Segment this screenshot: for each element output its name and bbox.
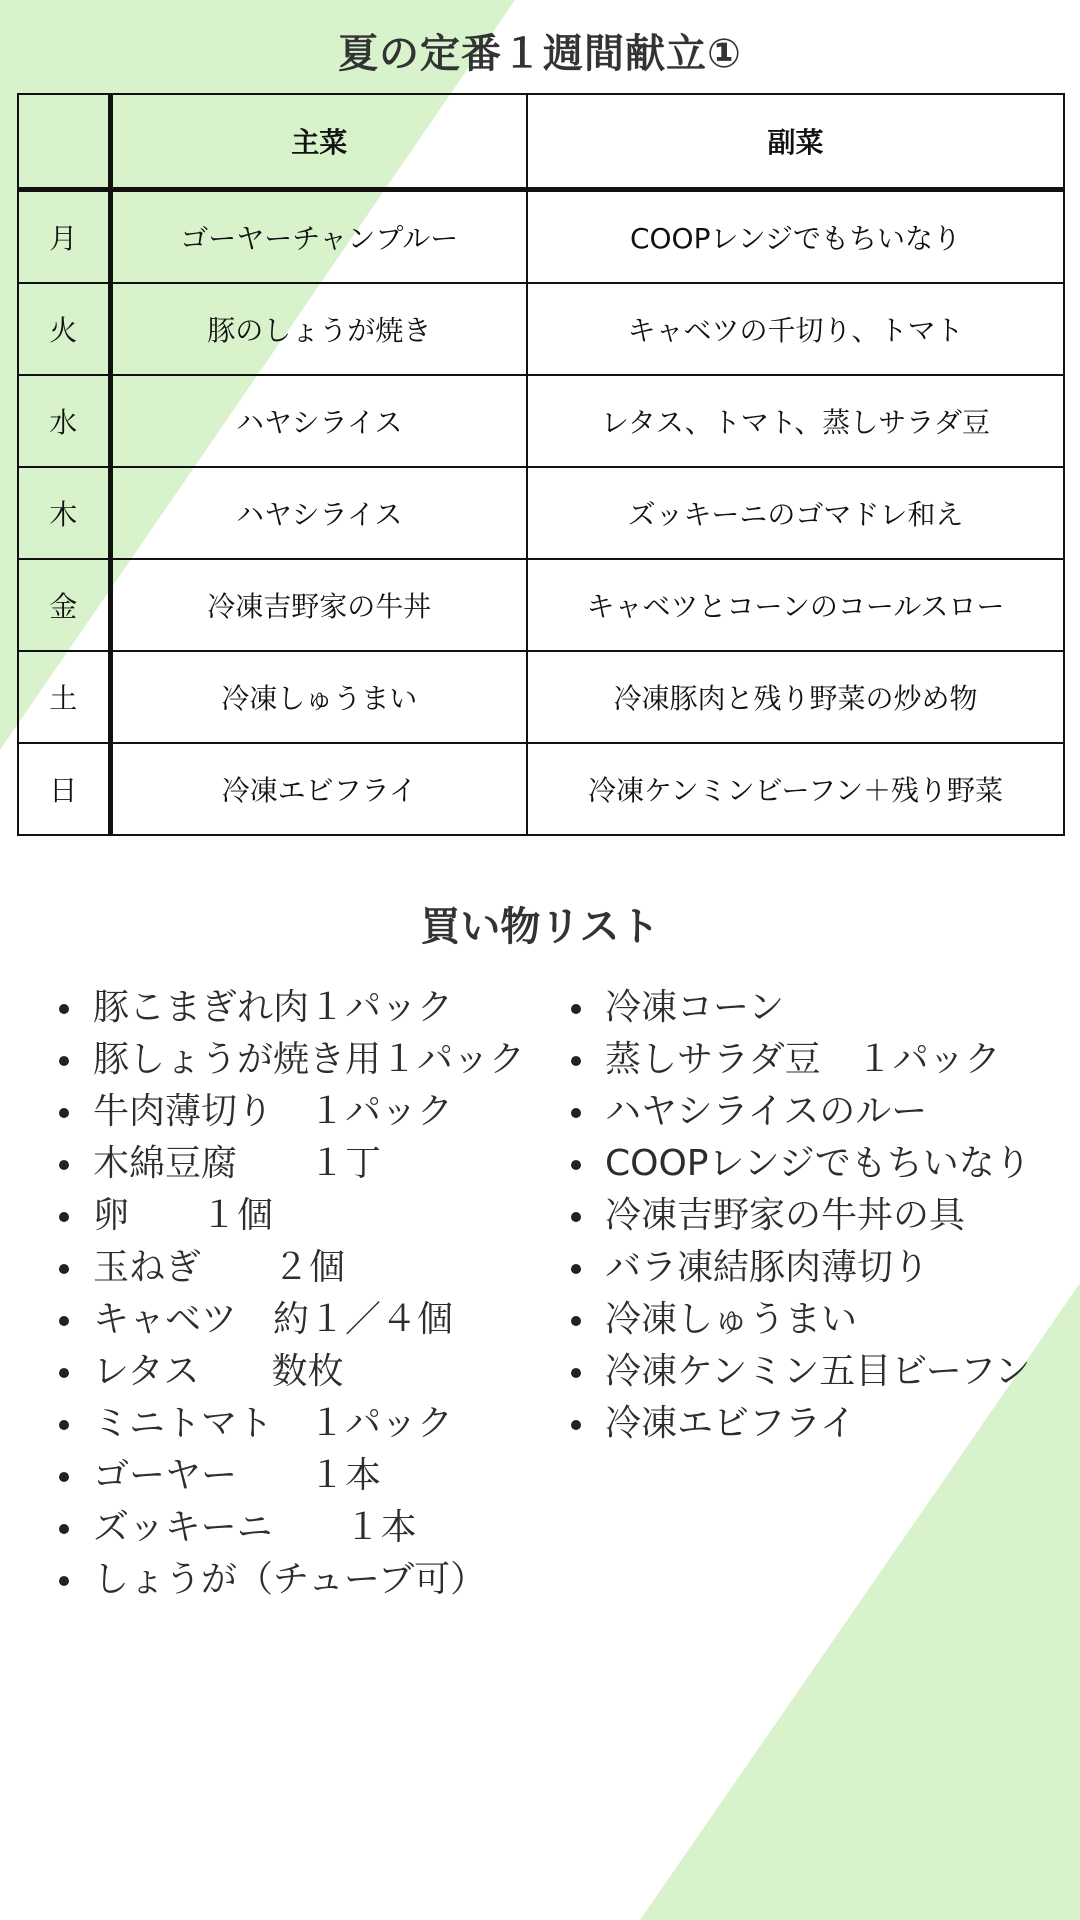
header-main-dish: 主菜 xyxy=(110,94,527,190)
list-item-label: 蒸しサラダ豆 １パック xyxy=(605,1039,1001,1080)
bullet-icon xyxy=(571,1316,581,1326)
bullet-icon xyxy=(571,1420,581,1430)
list-item xyxy=(567,1034,1067,1086)
bullet-icon xyxy=(59,1472,69,1482)
shopping-list-right xyxy=(567,982,1067,1450)
list-item-label: 牛肉薄切り １パック xyxy=(93,1091,454,1132)
list-item xyxy=(55,1502,545,1554)
day-cell: 土 xyxy=(18,651,110,743)
list-item xyxy=(55,1346,545,1398)
day-cell: 水 xyxy=(18,375,110,467)
list-item xyxy=(567,982,1067,1034)
list-item-label: ズッキーニ １本 xyxy=(93,1507,417,1548)
table-row xyxy=(18,375,1064,467)
side-dish-cell: 冷凍ケンミンビーフン＋残り野菜 xyxy=(527,743,1064,835)
list-item-label: 冷凍しゅうまい xyxy=(605,1299,858,1340)
bullet-icon xyxy=(59,1420,69,1430)
list-item-label: 卵 １個 xyxy=(93,1195,274,1236)
bullet-icon xyxy=(59,1160,69,1170)
list-item xyxy=(567,1190,1067,1242)
list-item-label: キャベツ 約１／４個 xyxy=(93,1299,454,1340)
list-item xyxy=(55,1242,545,1294)
list-item xyxy=(55,1190,545,1242)
day-cell: 日 xyxy=(18,743,110,835)
bullet-icon xyxy=(59,1004,69,1014)
table-row xyxy=(18,467,1064,559)
list-item-label: COOPレンジでもちいなり xyxy=(605,1143,1031,1184)
bullet-icon xyxy=(59,1368,69,1378)
main-dish-cell: 冷凍吉野家の牛丼 xyxy=(110,559,527,651)
table-header-row xyxy=(18,94,1064,190)
list-item xyxy=(567,1242,1067,1294)
side-dish-cell: ズッキーニのゴマドレ和え xyxy=(527,467,1064,559)
bullet-icon xyxy=(59,1108,69,1118)
main-dish-cell: ゴーヤーチャンプルー xyxy=(110,190,527,284)
list-item xyxy=(567,1294,1067,1346)
list-item-label: しょうが（チューブ可） xyxy=(93,1559,487,1600)
list-item xyxy=(55,1034,545,1086)
menu-title: 夏の定番１週間献立① xyxy=(338,31,742,77)
list-item xyxy=(567,1138,1067,1190)
shopping-list-title: 買い物リスト xyxy=(420,904,660,950)
list-item xyxy=(55,1138,545,1190)
bullet-icon xyxy=(59,1264,69,1274)
day-cell: 火 xyxy=(18,283,110,375)
weekly-menu-table xyxy=(17,93,1065,836)
header-day xyxy=(18,94,110,190)
list-item xyxy=(55,1398,545,1450)
list-item-label: 冷凍エビフライ xyxy=(605,1403,856,1444)
bullet-icon xyxy=(571,1108,581,1118)
list-item xyxy=(567,1346,1067,1398)
main-dish-cell: ハヤシライス xyxy=(110,375,527,467)
list-item-label: ミニトマト １パック xyxy=(93,1403,454,1444)
day-cell: 金 xyxy=(18,559,110,651)
side-dish-cell: COOPレンジでもちいなり xyxy=(527,190,1064,284)
list-item-label: 木綿豆腐 １丁 xyxy=(93,1143,382,1184)
main-dish-cell: 冷凍エビフライ xyxy=(110,743,527,835)
shopping-list-left xyxy=(55,982,545,1606)
main-dish-cell: 冷凍しゅうまい xyxy=(110,651,527,743)
table-row xyxy=(18,190,1064,284)
list-item-label: バラ凍結豚肉薄切り xyxy=(605,1247,930,1288)
list-item-label: 豚しょうが焼き用１パック xyxy=(93,1039,526,1080)
day-cell: 木 xyxy=(18,467,110,559)
bullet-icon xyxy=(59,1056,69,1066)
list-item-label: 豚こまぎれ肉１パック xyxy=(93,987,454,1028)
bullet-icon xyxy=(571,1056,581,1066)
day-cell: 月 xyxy=(18,190,110,284)
list-item xyxy=(567,1398,1067,1450)
bullet-icon xyxy=(59,1524,69,1534)
table-row xyxy=(18,651,1064,743)
side-dish-cell: 冷凍豚肉と残り野菜の炒め物 xyxy=(527,651,1064,743)
side-dish-cell: レタス、トマト、蒸しサラダ豆 xyxy=(527,375,1064,467)
list-item-label: 冷凍コーン xyxy=(605,987,785,1028)
header-side-dish: 副菜 xyxy=(527,94,1064,190)
list-item-label: 玉ねぎ ２個 xyxy=(93,1247,346,1288)
bullet-icon xyxy=(571,1160,581,1170)
bullet-icon xyxy=(571,1368,581,1378)
bullet-icon xyxy=(59,1576,69,1586)
table-row xyxy=(18,559,1064,651)
list-item xyxy=(567,1086,1067,1138)
list-item-label: 冷凍吉野家の牛丼の具 xyxy=(605,1195,966,1236)
main-dish-cell: 豚のしょうが焼き xyxy=(110,283,527,375)
list-item xyxy=(55,1450,545,1502)
list-item-label: ゴーヤー １本 xyxy=(93,1455,382,1496)
list-item xyxy=(55,1086,545,1138)
list-item xyxy=(55,1554,545,1606)
bullet-icon xyxy=(571,1264,581,1274)
table-row xyxy=(18,743,1064,835)
bullet-icon xyxy=(571,1004,581,1014)
side-dish-cell: キャベツの千切り、トマト xyxy=(527,283,1064,375)
side-dish-cell: キャベツとコーンのコールスロー xyxy=(527,559,1064,651)
bullet-icon xyxy=(571,1212,581,1222)
list-item xyxy=(55,982,545,1034)
bullet-icon xyxy=(59,1316,69,1326)
bullet-icon xyxy=(59,1212,69,1222)
list-item-label: ハヤシライスのルー xyxy=(605,1091,928,1132)
list-item xyxy=(55,1294,545,1346)
list-item-label: レタス 数枚 xyxy=(93,1351,344,1392)
list-item-label: 冷凍ケンミン五目ビーフン xyxy=(605,1351,1031,1392)
main-dish-cell: ハヤシライス xyxy=(110,467,527,559)
table-row xyxy=(18,283,1064,375)
